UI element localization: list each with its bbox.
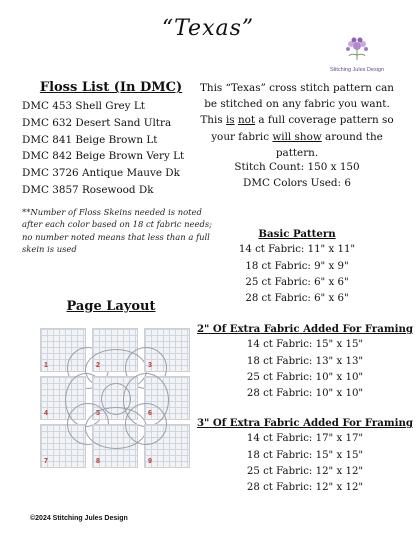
intro-emphasis-will-show: will show <box>272 130 322 143</box>
page-number: 2 <box>96 362 100 369</box>
fabric-size-row: 14 ct Fabric: 15" x 15" <box>246 339 364 351</box>
fabric-size-row: 25 ct Fabric: 10" x 10" <box>246 371 364 383</box>
page-thumbnail <box>40 424 86 468</box>
fabric-size-row: 25 ct Fabric: 12" x 12" <box>246 465 364 477</box>
page-thumbnail <box>40 328 86 372</box>
page-number: 5 <box>96 410 100 417</box>
flower-icon <box>339 36 375 62</box>
section-heading: Basic Pattern <box>258 228 336 240</box>
intro-text: a full coverage pattern so your fabric <box>211 114 394 143</box>
floss-item: DMC 842 Beige Brown Very Lt <box>22 150 185 163</box>
floss-item: DMC 3857 Rosewood Dk <box>22 183 154 196</box>
page-layout-heading: Page Layout <box>66 299 156 314</box>
floss-heading: Floss List (In DMC) <box>39 80 183 95</box>
section-heading: 2" Of Extra Fabric Added For Framing <box>196 323 414 335</box>
floss-item: DMC 632 Desert Sand Ultra <box>22 116 172 129</box>
floss-item: DMC 453 Shell Grey Lt <box>22 100 145 112</box>
fabric-size-row: 25 ct Fabric: 6" x 6" <box>245 276 349 288</box>
page-thumbnail <box>144 424 190 468</box>
floss-item: DMC 841 Beige Brown Lt <box>22 133 158 146</box>
extra-2in-section <box>194 321 416 402</box>
fabric-size-row: 28 ct Fabric: 6" x 6" <box>245 293 349 305</box>
fabric-size-row: 18 ct Fabric: 13" x 13" <box>246 355 364 367</box>
page-layout-grid <box>40 328 190 468</box>
page-number: 8 <box>96 458 100 465</box>
fabric-size-row: 18 ct Fabric: 9" x 9" <box>245 260 349 272</box>
stitch-info <box>198 159 396 191</box>
fabric-size-row: 14 ct Fabric: 11" x 11" <box>238 244 356 256</box>
stitch-count: Stitch Count: 150 x 150 <box>234 161 360 173</box>
intro-emphasis-not: not <box>237 114 256 127</box>
colors-used: DMC Colors Used: 6 <box>243 177 351 190</box>
fabric-size-row: 14 ct Fabric: 17" x 17" <box>246 433 364 445</box>
floss-list <box>22 98 184 199</box>
page-number: 1 <box>44 362 48 369</box>
fabric-size-row: 28 ct Fabric: 12" x 12" <box>246 482 364 494</box>
page-number: 6 <box>148 410 152 417</box>
copyright: ©2024 Stitching Jules Design <box>30 515 128 522</box>
floss-note: **Number of Floss Skeins needed is noted after each color based on 18 ct fabric needs; no number noted means that less than a full skein is used <box>22 207 212 255</box>
floss-item: DMC 3726 Antique Mauve Dk <box>22 167 180 180</box>
section-heading: 3" Of Extra Fabric Added For Framing <box>196 417 414 429</box>
page-number: 3 <box>148 362 152 369</box>
intro-paragraph <box>198 80 396 161</box>
brand-logo <box>312 36 402 73</box>
page-thumbnail <box>144 328 190 372</box>
fabric-size-row: 18 ct Fabric: 15" x 15" <box>246 449 364 461</box>
page-number: 9 <box>148 458 152 465</box>
page-title: “Texas” <box>161 16 255 41</box>
intro-text: around the pattern. <box>275 130 383 159</box>
basic-pattern-section <box>198 226 396 307</box>
intro-text: This “Texas” cross stitch pattern can be stitched on any fabric you want. This <box>199 82 394 127</box>
fabric-size-row: 28 ct Fabric: 10" x 10" <box>246 388 364 400</box>
page-number: 4 <box>44 410 48 417</box>
intro-emphasis-is: is <box>225 114 235 127</box>
brand-name: Stitching Jules Design <box>329 67 385 73</box>
page-number: 7 <box>44 458 48 465</box>
extra-3in-section <box>194 415 416 496</box>
